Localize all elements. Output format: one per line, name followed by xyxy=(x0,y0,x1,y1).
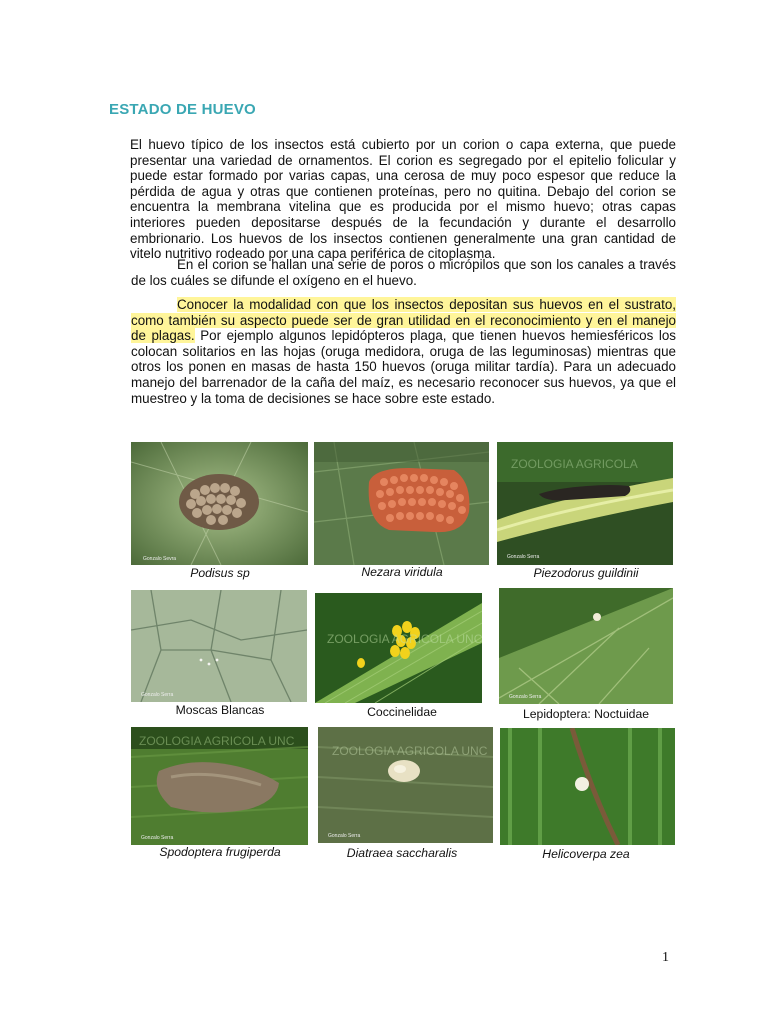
photo-credit: Gonzalo Serra xyxy=(507,554,540,560)
photo-piezodorus xyxy=(497,442,673,565)
paragraph-oviposition xyxy=(131,297,676,406)
paragraph-continuation: Por ejemplo algunos lepidópteros plaga, que tienen huevos hemiesféricos los colocan solitarios en las hojas (oruga medidora, oruga de las leguminosas) mientras que otros los ponen en masas de hasta 150 huevos (oruga militar tardía). Para un adecuado manejo del barrenador de la caña del maíz, es necesario reconocer sus huevos, ya que el muestreo y la toma de decisiones se hace sobre este estado. xyxy=(131,328,677,406)
caption-coccinelidae: Coccinelidae xyxy=(367,705,437,719)
photo-podisus-eggs xyxy=(131,442,308,565)
caption-helicoverpa: Helicoverpa zea xyxy=(542,847,630,861)
photo-watermark: ZOOLOGIA AGRICOLA xyxy=(511,457,638,471)
photo-watermark: ZOOLOGIA AGRICOLA UNC xyxy=(327,632,482,646)
photo-credit: Gonzalo Serra xyxy=(141,692,174,698)
photo-watermark: ZOOLOGIA AGRICOLA UNC xyxy=(332,744,488,758)
photo-noctuidae-egg xyxy=(499,588,673,704)
photo-whitefly-eggs xyxy=(131,590,307,702)
photo-diatraea-eggs xyxy=(318,727,493,843)
paragraph-micropyles: En el corion se hallan una serie de poros o micrópilos que son los canales a través de los cuáles se difunde el oxígeno en el huevo. xyxy=(131,257,676,288)
caption-podisus: Podisus sp xyxy=(190,566,250,580)
photo-credit: Gonzalo Serra xyxy=(141,835,174,841)
caption-moscas-blancas: Moscas Blancas xyxy=(175,703,265,717)
caption-diatraea: Diatraea saccharalis xyxy=(346,846,458,860)
photo-watermark: ZOOLOGIA AGRICOLA UNC xyxy=(139,734,295,748)
photo-credit: Gonzalo Serra xyxy=(328,833,361,839)
caption-nezara: Nezara viridula xyxy=(361,565,443,579)
photo-credit: Gonzalo Sevra xyxy=(143,556,177,562)
section-title: ESTADO DE HUEVO xyxy=(109,101,256,118)
photo-helicoverpa-egg xyxy=(500,728,675,845)
paragraph-chorion: El huevo típico de los insectos está cubierto por un corion o capa externa, que puede presentar una variedad de ornamentos. El corion es segregado por el epitelio folicular y puede estar formado por varias capas, una cerosa de muy poco espesor que reduce la pérdida de agua y otras que contienen proteínas, pero no quitina. Debajo del corion se encuentra la membrana vitelina que es producida por el mismo huevo; otras capas interiores pueden depositarse después de la fecundación y durante el desarrollo embrionario. Los huevos de los insectos contienen generalmente una gran cantidad de vitelo nutritivo rodeado por una capa periférica de citoplasma. xyxy=(130,137,676,262)
photo-credit: Gonzalo Serra xyxy=(509,694,542,700)
caption-noctuidae: Lepidoptera: Noctuidae xyxy=(522,707,650,721)
photo-nezara-eggs xyxy=(314,442,489,565)
highlighted-sentence: Conocer la modalidad con que los insectos depositan sus huevos en el sustrato, como también su aspecto puede ser de gran utilidad en el reconocimiento y en el manejo de plagas. xyxy=(131,297,676,344)
caption-piezodorus: Piezodorus guildinii xyxy=(533,566,639,580)
photo-spodoptera-eggs xyxy=(131,727,308,845)
page-number: 1 xyxy=(662,950,669,965)
photo-coccinelidae-eggs xyxy=(315,593,482,703)
caption-spodoptera: Spodoptera frugiperda xyxy=(159,845,281,859)
